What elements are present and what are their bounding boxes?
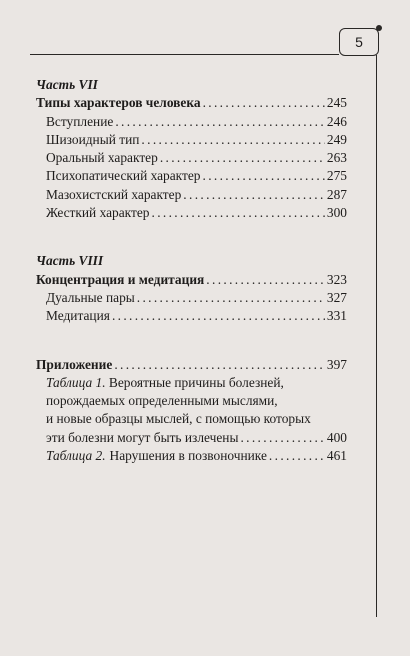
page-number	[339, 28, 379, 56]
dot-leader	[269, 447, 325, 465]
toc-entry-line	[46, 374, 347, 392]
table-label: Таблица 2.	[46, 448, 106, 464]
toc-page-number: 249	[326, 131, 347, 147]
toc-entry-title: Нарушения в позвоночнике	[109, 448, 267, 464]
toc-entry-title: Мазохистский характер	[46, 186, 182, 202]
dot-leader	[114, 356, 325, 374]
toc-page-number: 327	[326, 289, 347, 305]
dot-leader	[160, 149, 325, 167]
toc-page-number: 323	[326, 271, 347, 287]
toc-entry-title: Оральный характер	[46, 150, 158, 166]
toc-page-number: 275	[326, 168, 347, 184]
toc-entry-title: Дуальные пары	[46, 289, 135, 305]
toc-entry[interactable]	[36, 167, 347, 185]
toc-entry-title: Жесткий характер	[46, 205, 150, 221]
toc-entry[interactable]	[36, 186, 347, 204]
section-part-8	[36, 252, 347, 325]
dot-leader	[206, 271, 325, 289]
dot-leader	[115, 113, 325, 131]
toc-heading-title: Концентрация и медитация	[36, 271, 205, 287]
toc-entry-line: порождаемых определенными мыслями,	[46, 393, 278, 409]
toc-entry-last-line	[46, 429, 347, 447]
toc-heading-title: Типы характеров человека	[36, 95, 201, 111]
toc-heading-row[interactable]	[36, 271, 347, 289]
toc-entry-title: Психопатический характер	[46, 168, 201, 184]
dot-leader	[112, 307, 325, 325]
dot-leader	[203, 167, 325, 185]
toc-entry[interactable]	[36, 131, 347, 149]
dot-leader	[240, 429, 324, 447]
dot-leader	[137, 289, 325, 307]
toc-entry[interactable]	[36, 113, 347, 131]
toc-entry-title: Медитация	[46, 308, 110, 324]
section-part-7	[36, 76, 347, 222]
header-rule	[30, 54, 339, 55]
toc-entry[interactable]	[36, 204, 347, 222]
toc-entry[interactable]	[36, 149, 347, 167]
side-rule	[376, 55, 377, 617]
dot-leader	[152, 204, 325, 222]
dot-leader	[203, 94, 325, 112]
dot-leader	[141, 131, 324, 149]
toc-page-number: 300	[326, 205, 347, 221]
toc-page-number: 331	[326, 308, 347, 324]
toc-page-number: 397	[326, 356, 347, 372]
part-label: Часть VII	[36, 77, 98, 92]
toc-entry-title: Шизоидный тип	[46, 131, 140, 147]
toc-page-number: 287	[326, 186, 347, 202]
section-appendix	[36, 356, 347, 466]
toc-entry-text: эти болезни могут быть излечены	[46, 429, 239, 445]
toc-page-number: 246	[326, 113, 347, 129]
toc-heading-title: Приложение	[36, 356, 113, 372]
table-label: Таблица 1.	[46, 374, 106, 390]
page-number-value: 5	[355, 34, 363, 50]
toc-entry-title: Вступление	[46, 113, 114, 129]
toc-entry-text: Вероятные причины болезней,	[108, 374, 284, 390]
toc-page-number: 400	[326, 429, 347, 445]
toc-entry-line: и новые образцы мыслей, с помощью которых	[46, 411, 311, 427]
table-of-contents	[36, 76, 347, 495]
toc-entry[interactable]	[36, 307, 347, 325]
toc-page-number: 245	[326, 95, 347, 111]
dot-leader	[183, 186, 325, 204]
part-label: Часть VIII	[36, 253, 104, 269]
toc-entry[interactable]	[36, 289, 347, 307]
corner-dot	[376, 25, 382, 31]
toc-heading-row[interactable]	[36, 356, 347, 374]
toc-page-number: 263	[326, 150, 347, 166]
toc-entry-table-1[interactable]	[36, 374, 347, 447]
toc-page-number: 461	[326, 448, 347, 464]
toc-entry-table-2[interactable]	[36, 447, 347, 465]
toc-heading-row[interactable]	[36, 94, 347, 112]
